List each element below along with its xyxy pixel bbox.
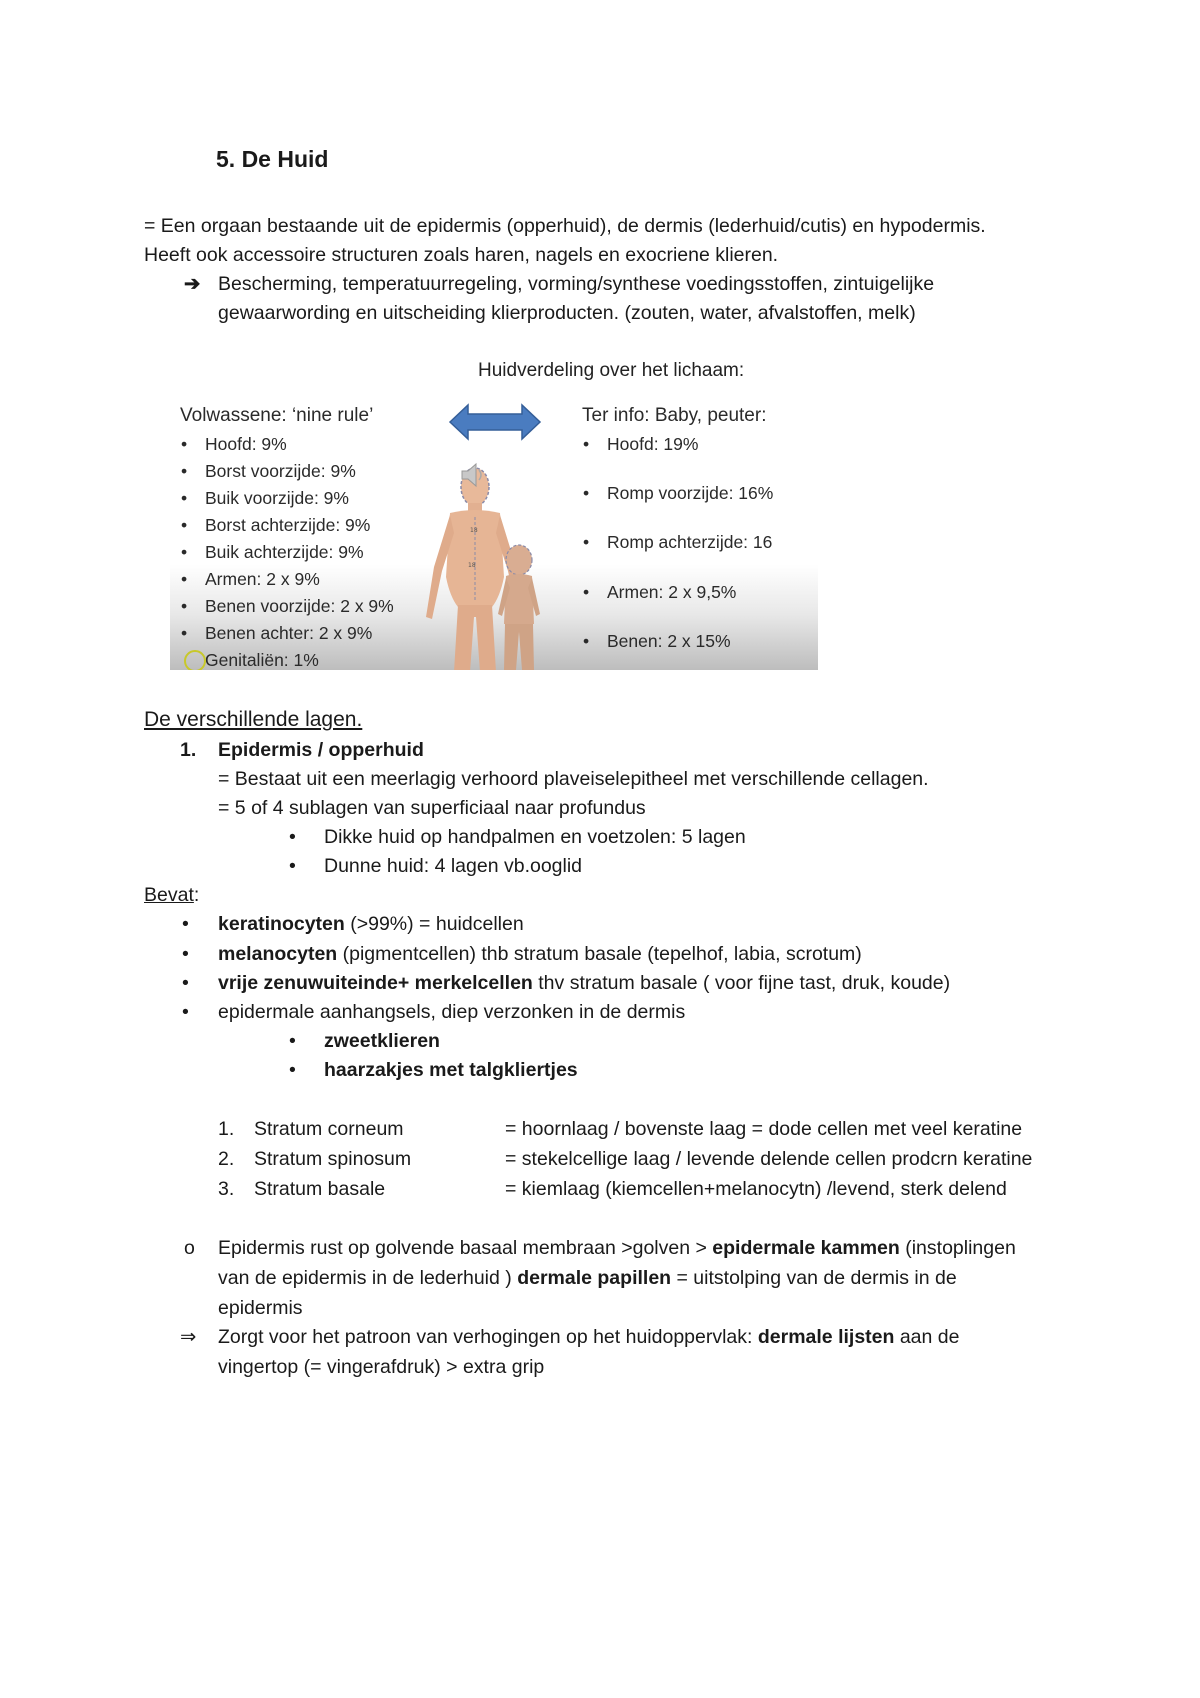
figure-left-item: • Benen achter: 2 x 9% (205, 623, 372, 644)
item-desc-2: = 5 of 4 sublagen van superficiaal naar profundus (218, 797, 646, 819)
figure-right-item: • Armen: 2 x 9,5% (607, 582, 736, 603)
bevat-item: epidermale aanhangsels, diep verzonken in de dermis (218, 1001, 686, 1023)
bullet-icon: • (182, 972, 189, 994)
intro-arrow-line-1: Bescherming, temperatuurregeling, vorming/synthese voedingsstoffen, zintuigelijke (218, 273, 935, 295)
note-line (218, 1323, 959, 1352)
bullet-icon: • (182, 943, 189, 965)
figure-left-title: Volwassene: ‘nine rule’ (180, 405, 374, 426)
intro-arrow-line-2: gewaarwording en uitscheiding klierproducten. (zouten, water, afvalstoffen, melk) (218, 302, 916, 324)
bevat-subitem: haarzakjes met talgkliertjes (324, 1059, 578, 1081)
bullet-icon: • (182, 913, 189, 935)
bevat-item-rest: thv stratum basale ( voor fijne tast, druk, koude) (532, 972, 951, 994)
figure-left-item: • Borst achterzijde: 9% (205, 515, 370, 536)
bevat-item-bold: keratinocyten (218, 913, 345, 935)
note-line (218, 1264, 957, 1293)
note-text: van de epidermis in de lederhuid ) (218, 1267, 518, 1289)
body-surface-figure (170, 392, 818, 670)
note-text: aan de (894, 1326, 960, 1348)
bevat-item (218, 940, 862, 969)
note-text: Epidermis rust op golvende basaal membraan >golven > (218, 1237, 713, 1259)
note-bold: dermale papillen (517, 1267, 672, 1289)
note-text: = uitstolping van de dermis in de (671, 1267, 957, 1289)
bullet-icon: • (289, 1059, 296, 1081)
bullet-icon: • (289, 826, 296, 848)
bevat-item-rest: (>99%) = huidcellen (344, 913, 524, 935)
circle-bullet-marker: o (184, 1237, 195, 1259)
figure-left-item: • Benen voorzijde: 2 x 9% (205, 596, 394, 617)
note-text: Zorgt voor het patroon van verhogingen op het huidoppervlak: (218, 1326, 758, 1348)
bevat-item-rest: (pigmentcellen) thb stratum basale (tepelhof, labia, scrotum) (337, 943, 862, 965)
figure-right-item: • Romp achterzijde: 16 (607, 532, 772, 553)
strata-name: Stratum corneum (254, 1118, 404, 1140)
highlight-circle-icon (184, 650, 206, 670)
figure-left-item: • Armen: 2 x 9% (205, 569, 320, 590)
baby-body-icon (496, 544, 542, 670)
strata-desc: = kiemlaag (kiemcellen+melanocytn) /levend, sterk delend (505, 1178, 1007, 1200)
sub-bullet: Dikke huid op handpalmen en voetzolen: 5 lagen (324, 826, 746, 848)
figure-left-item: • Hoofd: 9% (205, 434, 287, 455)
strata-num: 3. (218, 1178, 235, 1200)
note-bold: epidermale kammen (712, 1237, 900, 1259)
strata-name: Stratum spinosum (254, 1148, 412, 1170)
list-number: 1. (180, 739, 197, 761)
figure-left-item: • Buik achterzijde: 9% (205, 542, 364, 563)
svg-text:18: 18 (470, 527, 478, 534)
bevat-item-bold: vrije zenuwuiteinde+ merkelcellen (218, 972, 533, 994)
item-title: Epidermis / opperhuid (218, 739, 424, 761)
double-arrow-icon (448, 402, 542, 442)
bevat-item (218, 969, 950, 998)
bullet-icon: • (289, 1030, 296, 1052)
figure-right-title: Ter info: Baby, peuter: (582, 405, 767, 426)
figure-left-item: • Borst voorzijde: 9% (205, 461, 356, 482)
figure-right-item: • Romp voorzijde: 16% (607, 483, 773, 504)
bullet-icon: • (182, 1001, 189, 1023)
note-line (218, 1234, 1016, 1263)
figure-caption: Huidverdeling over het lichaam: (478, 360, 745, 381)
note-line: epidermis (218, 1297, 303, 1319)
strata-name: Stratum basale (254, 1178, 386, 1200)
intro-line-2: Heeft ook accessoire structuren zoals haren, nagels en exocriene klieren. (144, 244, 779, 266)
strata-num: 2. (218, 1148, 235, 1170)
arrow-bullet-icon: ➔ (184, 273, 201, 295)
figure-left-item: • Buik voorzijde: 9% (205, 488, 349, 509)
strata-desc: = stekelcellige laag / levende delende cellen prodcrn keratine (505, 1148, 1033, 1170)
bevat-item (218, 910, 524, 939)
note-bold: dermale lijsten (757, 1326, 895, 1348)
sub-bullet: Dunne huid: 4 lagen vb.ooglid (324, 855, 583, 877)
figure-right-item: • Benen: 2 x 15% (607, 631, 731, 652)
bevat-colon: : (193, 884, 200, 906)
item-desc-1: = Bestaat uit een meerlagig verhoord plaveiselepitheel met verschillende cellagen. (218, 768, 929, 790)
bevat-subitem: zweetklieren (324, 1030, 440, 1052)
strata-num: 1. (218, 1118, 235, 1140)
bevat-item-bold: melanocyten (218, 943, 338, 965)
strata-desc: = hoornlaag / bovenste laag = dode cellen met veel keratine (505, 1118, 1023, 1140)
page-title: 5. De Huid (216, 146, 329, 172)
speaker-icon (458, 460, 488, 490)
bevat-label (144, 881, 199, 910)
svg-text:18: 18 (468, 562, 476, 569)
section-heading: De verschillende lagen. (144, 708, 363, 731)
intro-line-1: = Een orgaan bestaande uit de epidermis (opperhuid), de dermis (lederhuid/cutis) en hypodermis. (144, 215, 986, 237)
bullet-icon: • (289, 855, 296, 877)
note-text: (instoplingen (899, 1237, 1016, 1259)
bevat-label-text: Bevat (144, 884, 194, 906)
figure-left-item: Genitaliën: 1% (205, 650, 319, 670)
double-arrow-marker-icon: ⇒ (180, 1326, 197, 1348)
note-line: vingertop (= vingerafdruk) > extra grip (218, 1356, 545, 1378)
figure-right-item: • Hoofd: 19% (607, 434, 698, 455)
